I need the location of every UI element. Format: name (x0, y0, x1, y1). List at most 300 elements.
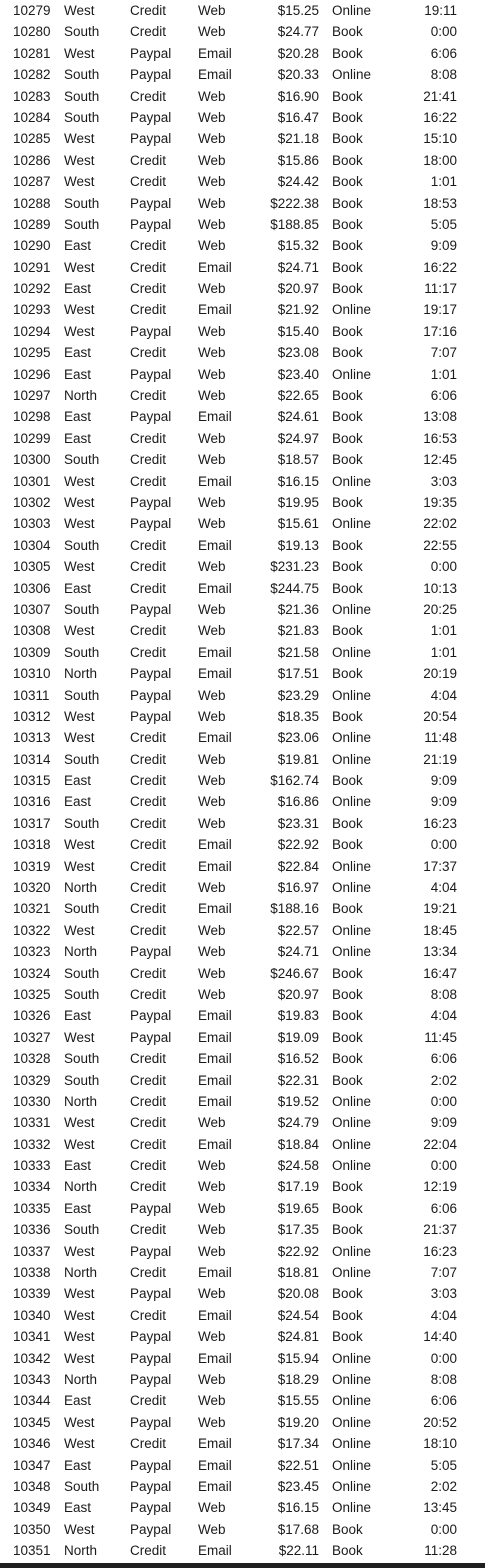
table-row (0, 257, 485, 278)
channel-cell: Email (198, 537, 232, 553)
order-id-cell: 10345 (13, 1414, 51, 1430)
table-row (0, 1283, 485, 1304)
table-row (0, 1134, 485, 1155)
region-cell: West (64, 858, 95, 874)
table-row (0, 1326, 485, 1347)
payment-method-cell: Paypal (130, 1350, 172, 1366)
channel-cell: Web (198, 1372, 226, 1387)
amount-cell: $16.90 (277, 88, 319, 104)
channel-cell: Email (198, 1478, 232, 1494)
amount-cell: $24.97 (277, 430, 319, 446)
order-type-cell: Book (332, 494, 363, 510)
order-id-cell: 10307 (13, 601, 51, 617)
time-cell: 14:40 (423, 1329, 457, 1345)
amount-cell: $16.15 (277, 473, 319, 489)
channel-cell: Web (198, 1115, 226, 1131)
table-row (0, 364, 485, 385)
payment-method-cell: Credit (130, 1051, 167, 1067)
time-cell: 1:01 (430, 623, 457, 639)
order-type-cell: Book (332, 986, 363, 1002)
order-id-cell: 10325 (13, 986, 51, 1002)
channel-cell: Email (198, 302, 232, 318)
order-id-cell: 10285 (13, 131, 51, 147)
table-row (0, 1262, 485, 1283)
order-type-cell: Book (332, 109, 363, 125)
order-type-cell: Book (332, 409, 363, 425)
payment-method-cell: Paypal (130, 1521, 172, 1537)
region-cell: South (64, 901, 100, 917)
order-type-cell: Online (332, 473, 372, 489)
time-cell: 6:06 (430, 388, 457, 404)
order-type-cell: Book (332, 1521, 363, 1537)
order-type-cell: Online (332, 944, 372, 960)
region-cell: West (64, 922, 95, 938)
order-type-cell: Book (332, 1051, 363, 1067)
channel-cell: Email (198, 837, 232, 853)
table-row (0, 128, 485, 149)
region-cell: East (64, 1457, 92, 1473)
table-row (0, 171, 485, 192)
time-cell: 15:10 (423, 131, 457, 147)
region-cell: East (64, 366, 92, 382)
table-row (0, 749, 485, 770)
order-type-cell: Online (332, 1436, 372, 1452)
channel-cell: Web (198, 494, 226, 510)
channel-cell: Email (198, 1307, 232, 1323)
amount-cell: $18.81 (277, 1265, 319, 1281)
order-type-cell: Online (332, 516, 372, 532)
order-type-cell: Book (332, 281, 363, 297)
region-cell: South (64, 537, 100, 553)
table-row (0, 920, 485, 941)
order-id-cell: 10296 (13, 366, 51, 382)
order-type-cell: Book (332, 815, 363, 831)
region-cell: South (64, 644, 100, 660)
time-cell: 12:45 (423, 452, 457, 468)
order-type-cell: Online (332, 1265, 372, 1281)
payment-method-cell: Credit (130, 965, 167, 981)
payment-method-cell: Credit (130, 1072, 167, 1088)
table-row (0, 235, 485, 256)
payment-method-cell: Credit (130, 1222, 167, 1238)
channel-cell: Email (198, 1457, 232, 1473)
order-type-cell: Book (332, 580, 363, 596)
order-type-cell: Online (332, 1372, 372, 1387)
order-id-cell: 10284 (13, 109, 51, 125)
amount-cell: $23.45 (277, 1478, 319, 1494)
payment-method-cell: Credit (130, 730, 167, 746)
order-id-cell: 10311 (13, 687, 50, 703)
channel-cell: Web (198, 430, 226, 446)
payment-method-cell: Paypal (130, 1478, 172, 1494)
amount-cell: $24.79 (277, 1115, 319, 1131)
order-type-cell: Book (332, 1029, 363, 1045)
table-row (0, 599, 485, 620)
payment-method-cell: Credit (130, 430, 167, 446)
order-id-cell: 10351 (13, 1543, 51, 1559)
region-cell: North (64, 1372, 98, 1387)
order-id-cell: 10286 (13, 152, 51, 168)
channel-cell: Web (198, 238, 226, 254)
amount-cell: $18.84 (277, 1136, 319, 1152)
order-id-cell: 10336 (13, 1222, 51, 1238)
time-cell: 4:04 (430, 1307, 457, 1323)
payment-method-cell: Credit (130, 452, 167, 468)
region-cell: South (64, 751, 100, 767)
channel-cell: Email (198, 666, 232, 682)
region-cell: West (64, 323, 95, 339)
payment-method-cell: Paypal (130, 1372, 172, 1387)
table-row (0, 984, 485, 1005)
order-type-cell: Online (332, 1414, 372, 1430)
order-id-cell: 10326 (13, 1008, 51, 1024)
order-id-cell: 10279 (13, 3, 51, 18)
table-row (0, 1412, 485, 1433)
time-cell: 1:01 (430, 174, 457, 190)
payment-method-cell: Credit (130, 537, 167, 553)
payment-method-cell: Credit (130, 922, 167, 938)
table-row (0, 791, 485, 812)
region-cell: East (64, 580, 92, 596)
channel-cell: Web (198, 1329, 226, 1345)
channel-cell: Email (198, 259, 232, 275)
order-type-cell: Book (332, 195, 363, 211)
channel-cell: Email (198, 580, 232, 596)
order-id-cell: 10342 (13, 1350, 51, 1366)
order-type-cell: Book (332, 837, 363, 853)
region-cell: West (64, 559, 95, 575)
payment-method-cell: Credit (130, 1307, 167, 1323)
payment-method-cell: Paypal (130, 666, 172, 682)
amount-cell: $22.11 (278, 1543, 319, 1559)
order-id-cell: 10313 (13, 730, 51, 746)
channel-cell: Web (198, 131, 226, 147)
channel-cell: Email (198, 1072, 232, 1088)
channel-cell: Email (198, 67, 232, 83)
table-row (0, 642, 485, 663)
amount-cell: $22.57 (277, 922, 319, 938)
payment-method-cell: Credit (130, 880, 167, 896)
order-id-cell: 10324 (13, 965, 51, 981)
channel-cell: Web (198, 516, 226, 532)
time-cell: 0:00 (430, 1093, 457, 1109)
order-id-cell: 10328 (13, 1051, 51, 1067)
table-row (0, 1198, 485, 1219)
channel-cell: Web (198, 1286, 226, 1302)
order-type-cell: Book (332, 1329, 363, 1345)
order-id-cell: 10318 (13, 837, 51, 853)
table-row (0, 299, 485, 320)
amount-cell: $24.61 (277, 409, 319, 425)
order-type-cell: Online (332, 880, 372, 896)
table-row (0, 770, 485, 791)
table-row (0, 21, 485, 42)
channel-cell: Web (198, 216, 226, 232)
time-cell: 22:55 (423, 537, 457, 553)
order-id-cell: 10344 (13, 1393, 51, 1409)
amount-cell: $16.52 (277, 1051, 319, 1067)
amount-cell: $21.58 (277, 644, 319, 660)
channel-cell: Web (198, 1521, 226, 1537)
order-id-cell: 10289 (13, 216, 51, 232)
table-row (0, 1155, 485, 1176)
payment-method-cell: Paypal (130, 1500, 172, 1516)
time-cell: 0:00 (430, 837, 457, 853)
region-cell: East (64, 409, 92, 425)
amount-cell: $19.95 (277, 494, 319, 510)
time-cell: 11:28 (424, 1543, 457, 1559)
payment-method-cell: Paypal (130, 131, 172, 147)
amount-cell: $23.40 (277, 366, 319, 382)
time-cell: 6:06 (430, 45, 457, 61)
table-row (0, 449, 485, 470)
order-id-cell: 10343 (13, 1372, 51, 1387)
region-cell: South (64, 109, 100, 125)
table-row (0, 535, 485, 556)
payment-method-cell: Paypal (130, 1286, 172, 1302)
region-cell: South (64, 1072, 100, 1088)
order-type-cell: Book (332, 537, 363, 553)
region-cell: East (64, 345, 92, 361)
order-id-cell: 10327 (13, 1029, 51, 1045)
order-type-cell: Book (332, 452, 363, 468)
order-type-cell: Book (332, 174, 363, 190)
region-cell: East (64, 1500, 92, 1516)
time-cell: 18:00 (423, 152, 457, 168)
payment-method-cell: Paypal (130, 216, 172, 232)
table-row (0, 1305, 485, 1326)
amount-cell: $17.68 (277, 1521, 319, 1537)
order-type-cell: Book (332, 1008, 363, 1024)
channel-cell: Web (198, 452, 226, 468)
channel-cell: Web (198, 88, 226, 104)
order-type-cell: Book (332, 773, 363, 789)
region-cell: South (64, 687, 100, 703)
order-type-cell: Online (332, 922, 372, 938)
amount-cell: $21.36 (277, 601, 319, 617)
channel-cell: Email (198, 1543, 232, 1559)
region-cell: South (64, 1051, 100, 1067)
order-id-cell: 10337 (13, 1243, 51, 1259)
payment-method-cell: Paypal (130, 45, 172, 61)
time-cell: 20:54 (423, 708, 457, 724)
amount-cell: $24.42 (277, 174, 319, 190)
channel-cell: Email (198, 1008, 232, 1024)
order-id-cell: 10321 (13, 901, 51, 917)
order-id-cell: 10314 (13, 751, 51, 767)
order-id-cell: 10282 (13, 67, 51, 83)
order-type-cell: Book (332, 1222, 363, 1238)
time-cell: 19:17 (423, 302, 457, 318)
channel-cell: Web (198, 1500, 226, 1516)
order-type-cell: Online (332, 1158, 372, 1174)
region-cell: South (64, 195, 100, 211)
payment-method-cell: Credit (130, 1265, 167, 1281)
order-id-cell: 10283 (13, 88, 51, 104)
order-type-cell: Online (332, 67, 372, 83)
channel-cell: Web (198, 345, 226, 361)
time-cell: 16:23 (423, 1243, 457, 1259)
region-cell: West (64, 259, 95, 275)
amount-cell: $20.33 (277, 67, 319, 83)
payment-method-cell: Credit (130, 623, 167, 639)
order-type-cell: Book (332, 323, 363, 339)
order-id-cell: 10331 (13, 1115, 51, 1131)
payment-method-cell: Paypal (130, 601, 172, 617)
amount-cell: $17.19 (277, 1179, 319, 1195)
amount-cell: $16.47 (277, 109, 319, 125)
channel-cell: Web (198, 751, 226, 767)
order-id-cell: 10300 (13, 452, 51, 468)
region-cell: North (64, 944, 98, 960)
table-row (0, 1369, 485, 1390)
channel-cell: Web (198, 1200, 226, 1216)
order-id-cell: 10306 (13, 580, 51, 596)
order-id-cell: 10290 (13, 238, 51, 254)
time-cell: 5:05 (430, 216, 457, 232)
table-row (0, 428, 485, 449)
payment-method-cell: Credit (130, 259, 167, 275)
table-row (0, 214, 485, 235)
amount-cell: $19.20 (277, 1414, 319, 1430)
time-cell: 7:07 (430, 1265, 457, 1281)
region-cell: West (64, 1329, 95, 1345)
time-cell: 10:13 (423, 580, 457, 596)
channel-cell: Email (198, 1350, 232, 1366)
region-cell: South (64, 24, 100, 40)
order-id-cell: 10297 (13, 388, 51, 404)
amount-cell: $21.83 (277, 623, 319, 639)
payment-method-cell: Paypal (130, 67, 172, 83)
table-row (0, 1540, 485, 1561)
order-id-cell: 10338 (13, 1265, 51, 1281)
table-row (0, 1070, 485, 1091)
amount-cell: $15.40 (277, 323, 319, 339)
order-id-cell: 10302 (13, 494, 51, 510)
region-cell: West (64, 730, 95, 746)
order-id-cell: 10330 (13, 1093, 51, 1109)
region-cell: South (64, 88, 100, 104)
order-type-cell: Book (332, 88, 363, 104)
time-cell: 21:41 (423, 88, 457, 104)
order-id-cell: 10293 (13, 302, 51, 318)
time-cell: 1:01 (430, 366, 457, 382)
region-cell: West (64, 1307, 95, 1323)
amount-cell: $23.29 (277, 687, 319, 703)
amount-cell: $24.54 (277, 1307, 319, 1323)
region-cell: West (64, 516, 95, 532)
amount-cell: $244.75 (270, 580, 319, 596)
time-cell: 16:22 (423, 109, 457, 125)
order-id-cell: 10288 (13, 195, 51, 211)
order-id-cell: 10317 (13, 815, 51, 831)
amount-cell: $24.71 (277, 944, 319, 960)
payment-method-cell: Credit (130, 773, 167, 789)
order-id-cell: 10304 (13, 537, 51, 553)
payment-method-cell: Credit (130, 986, 167, 1002)
table-row (0, 406, 485, 427)
order-type-cell: Online (332, 644, 372, 660)
table-row (0, 898, 485, 919)
table-row (0, 685, 485, 706)
table-row (0, 86, 485, 107)
order-type-cell: Book (332, 708, 363, 724)
amount-cell: $22.92 (277, 1243, 319, 1259)
order-type-cell: Book (332, 666, 363, 682)
order-type-cell: Online (332, 1350, 372, 1366)
payment-method-cell: Paypal (130, 1329, 172, 1345)
time-cell: 3:03 (430, 1286, 457, 1302)
table-row (0, 1219, 485, 1240)
amount-cell: $24.58 (277, 1158, 319, 1174)
order-id-cell: 10350 (13, 1521, 51, 1537)
channel-cell: Web (198, 773, 226, 789)
order-id-cell: 10347 (13, 1457, 51, 1473)
region-cell: East (64, 238, 92, 254)
channel-cell: Web (198, 195, 226, 211)
payment-method-cell: Credit (130, 580, 167, 596)
amount-cell: $19.52 (277, 1093, 319, 1109)
channel-cell: Web (198, 1243, 226, 1259)
order-id-cell: 10319 (13, 858, 51, 874)
region-cell: East (64, 430, 92, 446)
order-id-cell: 10281 (13, 45, 51, 61)
payment-method-cell: Paypal (130, 1414, 172, 1430)
time-cell: 18:53 (423, 195, 457, 211)
amount-cell: $16.97 (277, 880, 319, 896)
region-cell: West (64, 1286, 95, 1302)
amount-cell: $21.92 (277, 302, 319, 318)
order-type-cell: Online (332, 3, 372, 18)
channel-cell: Email (198, 730, 232, 746)
region-cell: South (64, 815, 100, 831)
channel-cell: Web (198, 815, 226, 831)
channel-cell: Web (198, 366, 226, 382)
table-row (0, 1091, 485, 1112)
time-cell: 21:19 (423, 751, 457, 767)
order-id-cell: 10349 (13, 1500, 51, 1516)
order-id-cell: 10334 (13, 1179, 51, 1195)
order-id-cell: 10333 (13, 1158, 51, 1174)
order-id-cell: 10299 (13, 430, 51, 446)
region-cell: North (64, 1543, 98, 1559)
region-cell: South (64, 965, 100, 981)
region-cell: East (64, 1200, 92, 1216)
amount-cell: $162.74 (270, 773, 319, 789)
channel-cell: Web (198, 1158, 226, 1174)
channel-cell: Web (198, 388, 226, 404)
amount-cell: $16.86 (277, 794, 319, 810)
region-cell: East (64, 1393, 92, 1409)
amount-cell: $21.18 (277, 131, 319, 147)
channel-cell: Web (198, 152, 226, 168)
region-cell: North (64, 1265, 98, 1281)
payment-method-cell: Credit (130, 473, 167, 489)
time-cell: 19:11 (424, 3, 457, 18)
payment-method-cell: Credit (130, 901, 167, 917)
amount-cell: $17.51 (277, 666, 319, 682)
order-type-cell: Book (332, 45, 363, 61)
payment-method-cell: Credit (130, 815, 167, 831)
order-id-cell: 10346 (13, 1436, 51, 1452)
payment-method-cell: Credit (130, 1136, 167, 1152)
region-cell: West (64, 837, 95, 853)
amount-cell: $15.86 (277, 152, 319, 168)
time-cell: 22:04 (423, 1136, 457, 1152)
payment-method-cell: Credit (130, 3, 167, 18)
channel-cell: Web (198, 922, 226, 938)
channel-cell: Web (198, 323, 226, 339)
